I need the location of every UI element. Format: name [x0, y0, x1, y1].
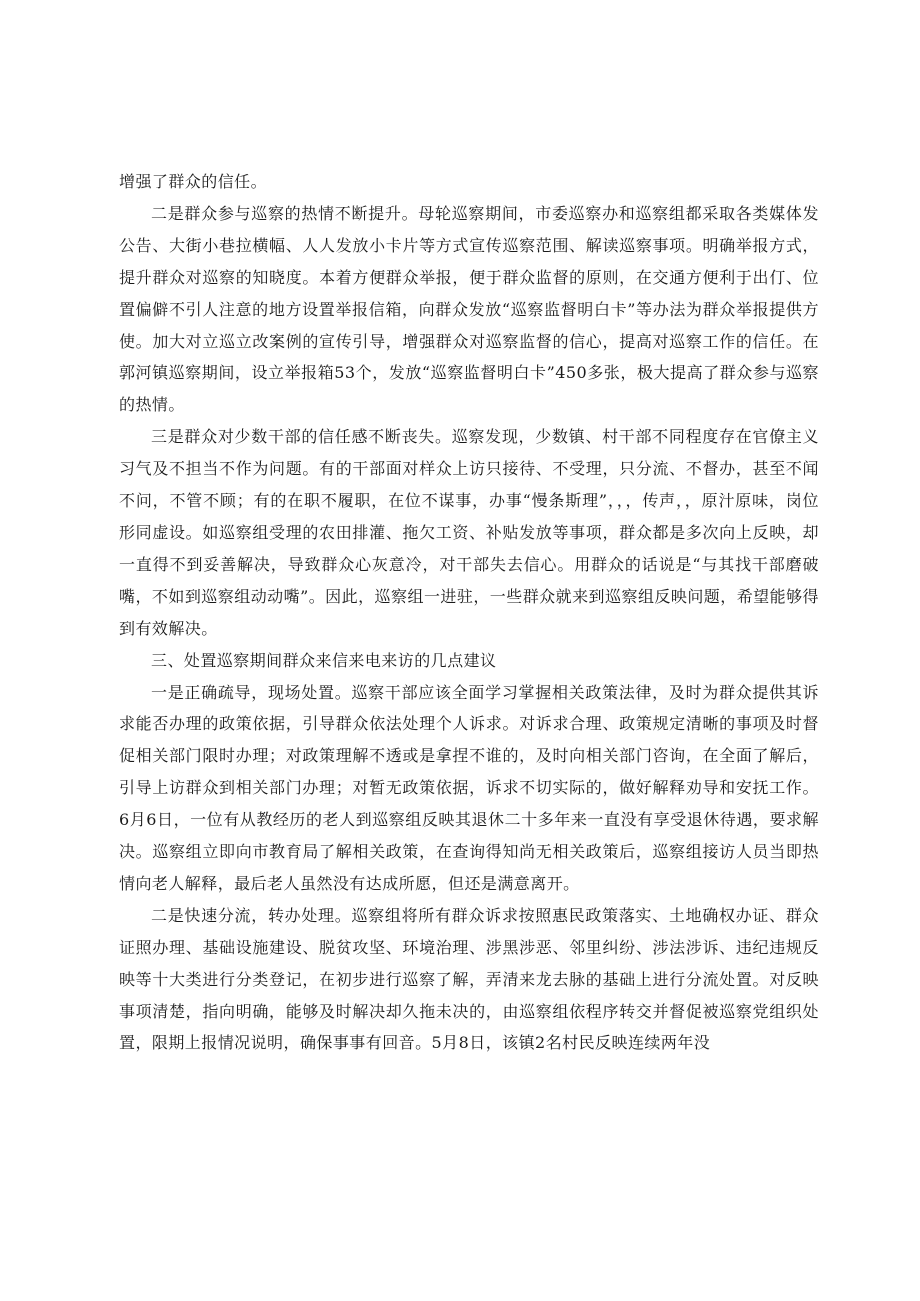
section-heading-suggestions: 三、处置巡察期间群众来信来电来访的几点建议	[151, 650, 497, 670]
paragraph-guidance: 一是正确疏导，现场处置。巡察干部应该全面学习掌握相关政策法律，及时为群众提供其诉求能否办理的政策依据，引导群众依法处理个人诉求。对诉求合理、政策规定清晰的事项及时督促相关部门限时办理；对政策理解不透或是拿捏不谁的，及时向相关部门咨询，在全面了解后，引导上访群众到相关部门办理；对暂无政策依据，诉求不切实际的，做好解释劝导和安抚工作。6月6日，一位有从教经历的老人到巡察组反映其退休二十多年来一直没有享受退休待遇，要求解决。巡察组立即向市教育局了解相关政策，在查询得知尚无相关政策后，巡察组接访人员当即热情向老人解释，最后老人虽然没有达成所愿，但还是满意离开。	[119, 682, 819, 893]
document-body	[119, 166, 819, 1059]
paragraph-diversion: 二是快速分流，转办处理。巡察组将所有群众诉求按照惠民政策落实、土地确权办证、群众证照办理、基础设施建设、脱贫攻坚、环境治理、涉黑涉恶、邻里纠纷、涉法涉诉、违纪违规反映等十大类进行分类登记，在初步进行巡察了解，弄清来龙去脉的基础上进行分流处置。对反映事项清楚，指向明确，能够及时解决却久拖未决的，由巡察组依程序转交并督促被巡察党组织处置，限期上报情况说明，确保事事有回音。5月8日，该镇2名村民反映连续两年没	[119, 905, 819, 1053]
paragraph-continuation: 增强了群众的信任。	[119, 172, 268, 191]
paragraph-public-participation: 二是群众参与巡察的热情不断提升。母轮巡察期间，市委巡察办和巡察组都采取各类媒体发公告、大街小巷拉横幅、人人发放小卡片等方式宣传巡察范围、解读巡察事项。明确举报方式，提升群众对巡察的知晓度。本着方便群众举报，便于群众监督的原则，在交通方便利于出仃、位置偏僻不引人注意的地方设置举报信箱，向群众发放“巡察监督明白卡”等办法为群众举报提供方使。加大对立巡立改案例的宣传引导，增强群众对巡察监督的信心，提高对巡察工作的信任。在郭河镇巡察期间，设立举报箱53个，发放“巡察监督明白卡”450多张，极大提高了群众参与巡察的热情。	[119, 203, 819, 415]
paragraph-trust-loss: 三是群众对少数干部的信任感不断丧失。巡察发现，少数镇、村干部不同程度存在官僚主义习气及不担当不作为问题。有的干部面对样众上访只接待、不受理，只分流、不督办，甚至不闻不问，不管不顾；有的在职不履职，在位不谋事，办事“慢条斯理”，，，传声，，原汁原味，岗位形同虚设。如巡察组受理的农田排灌、拖欠工资、补贴发放等事项，群众都是多次向上反映，却一直得不到妥善解决，导致群众心灰意冷，对干部失去信心。用群众的话说是“与其找干部磨破嘴，不如到巡察组动动嘴”。因此，巡察组一进驻，一些群众就来到巡察组反映问题，希望能够得到有效解决。	[119, 427, 819, 638]
